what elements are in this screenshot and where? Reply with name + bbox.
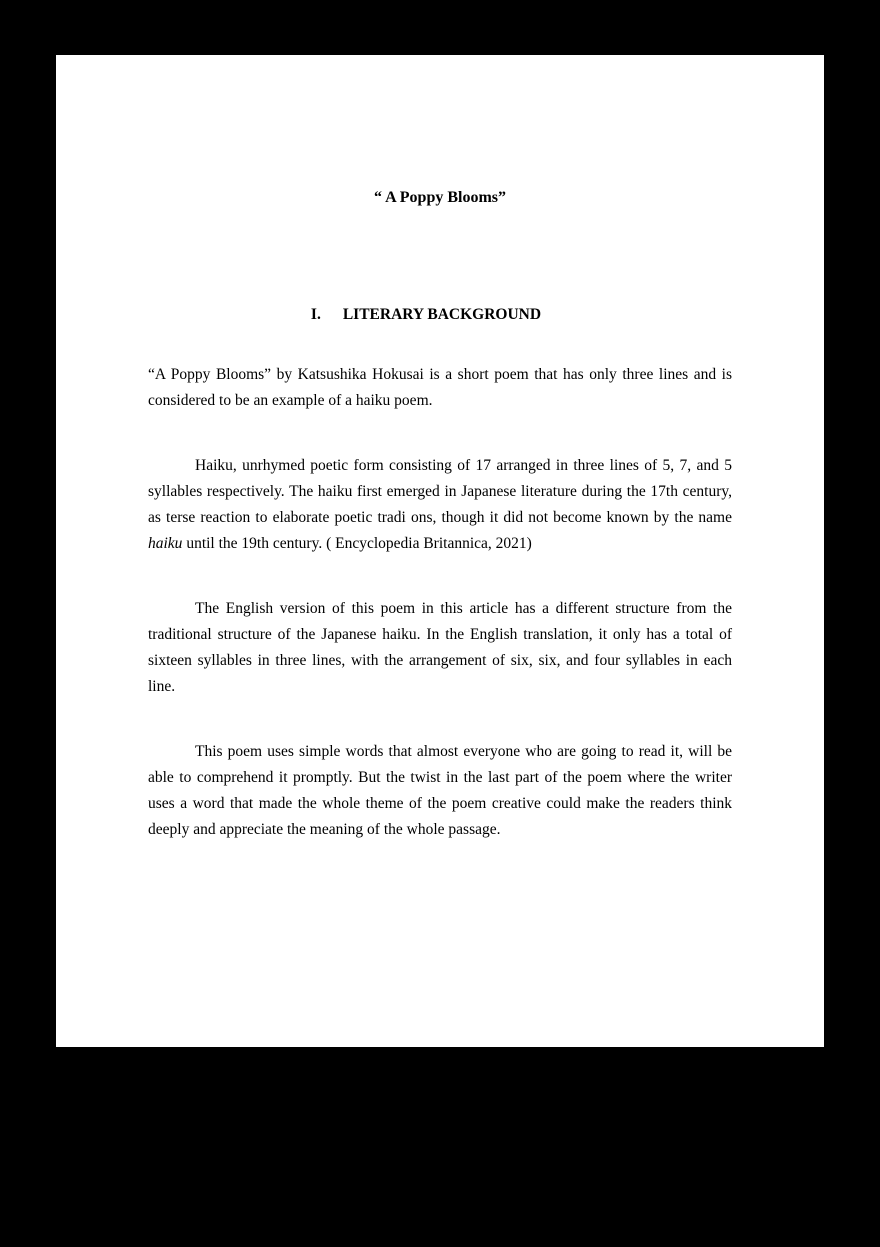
section-heading-label: LITERARY BACKGROUND [342, 306, 542, 323]
paragraph-haiku-definition [148, 453, 732, 557]
paragraph-text: This poem uses simple words that almost everyone who are going to read it, will be able to comprehend it promptly. But the twist in the last part of the poem where the writer uses a word that made the whole theme of the poem creative could make the readers think deeply and appreciate the meaning of the whole passage. [148, 743, 732, 838]
paragraph-english-version [148, 596, 732, 700]
paragraph-text: “A Poppy Blooms” by Katsushika Hokusai is a short poem that has only three lines and is considered to be an example of a haiku poem. [148, 366, 732, 409]
paragraph-text: until the 19th century. ( Encyclopedia Britannica, 2021) [182, 535, 532, 552]
paragraph-intro [148, 362, 732, 414]
section-heading-number: I. [310, 306, 321, 323]
paragraph-text: The English version of this poem in this article has a different structure from the traditional structure of the Japanese haiku. In the English translation, it only has a total of sixteen syllables in three lines, with the arrangement of six, six, and four syllables in each line. [148, 600, 732, 695]
paragraph-text: Haiku, unrhymed poetic form consisting of 17 arranged in three lines of 5, 7, and 5 syllables respectively. The haiku first emerged in Japanese literature during the 17th century, as terse reaction to elaborate poetic tradi ons, though it did not become known by the name [148, 457, 732, 526]
document-title: “ A Poppy Blooms” [373, 189, 507, 206]
section-heading [134, 302, 718, 328]
paragraph-simple-words [148, 739, 732, 843]
document-page [56, 55, 824, 1047]
paragraph-text-italic: haiku [148, 535, 183, 552]
